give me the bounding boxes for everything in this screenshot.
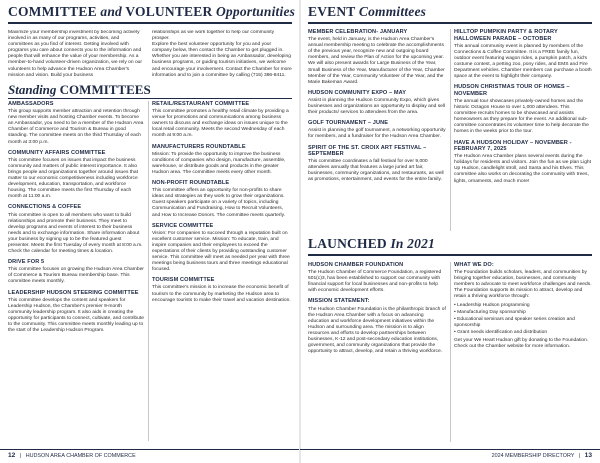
section-heading: DRIVE FOR 5 [8, 259, 45, 266]
foundation-col1 [308, 262, 446, 446]
footer-publication: HUDSON AREA CHAMBER OF COMMERCE [25, 453, 136, 459]
section-text: This group supports member attraction and retention through new member visits and hosting Chamber events. To become an Ambassador, you need to be a member of the Hudson Area Chamber of Commerce and Tourism & Bureau in good standing. The committee meets on the third Thursday of each month at 3:00 p.m. [8, 109, 144, 145]
intro-text-left: Maximize your membership investment by becoming actively involved in as many of our programs, activities, and committees as you find of interest. Getting involved with programs you care about connects you to the information and people that will enhance the value of your membership. As a member-to-hand volunteer-driven organization, we rely on our volunteers to help advance the Hudson Area Chamber's mission and vision. Build your business [8, 30, 143, 78]
section-text: This committee's mission is to increase the economic benefit of tourism to the community by marketing the Hudson area to encourage tourists to make their travel and vacation destination. [152, 285, 291, 303]
section-heading: NON-PROFIT ROUNDTABLE [152, 180, 230, 187]
column-rule [148, 101, 149, 441]
event-header [308, 2, 592, 24]
right-page [300, 0, 600, 463]
section-text: The Hudson Chamber Foundation is the philanthropic branch of the Hudson Area Chamber with a focus on advancing education and workforce development initiatives within the Hudson and surrounding area. The mission is to align resources and efforts to develop partnerships between businesses, K-12 and post-secondary education institutions, government, and community organizations that provide the opportunity to attract, develop, and retain a thriving workforce. [308, 306, 446, 355]
divider [8, 98, 292, 99]
section-text: The event, held in January, is the Hudson Area Chamber's annual membership meeting to celebrate the accomplishments of the previous year, recognize new and outgoing board members, and review the Plan of Action for the upcoming year. We will also present awards for Large Business of the Year, Small Business of the Year, Manufacturer of the Year, Chamber Member of the Year, Community Volunteer of the Year, and the Marie Bakeman Award. [308, 37, 445, 85]
section-heading: HILLTOP PUMPKIN PARTY & ROTARY HALLOWEEN PARADE – OCTOBER [454, 29, 558, 42]
footer-left: 12 | HUDSON AREA CHAMBER OF COMMERCE [0, 449, 300, 463]
section-text: Mission: To provide the opportunity to improve the business conditions of companies who design, manufacture, assemble, warehouse, or distribute goods and products in the greater Hudson area. The committee meets every other month. [152, 151, 286, 175]
section-text: This committee focuses on growing the Hudson Area Chamber of Commerce & Tourism Bureau membership base. This committee meets monthly. [8, 267, 144, 285]
section-heading: RETAIL/RESTAURANT COMMITTEE [152, 101, 250, 107]
launched-title: LAUNCHED In 2021 [308, 236, 435, 251]
section-text: Vision: For companies to succeed through a reputation built on excellent customer service. Mission: To educate, train, and inspire companies and their employees to exceed the expectations of their clients by providing outstanding customer service. This committee will meet as needed per year with three meetings being business tours and three meetings educational focused. [152, 230, 290, 273]
committee-title: COMMITTEE and VOLUNTEER Opportunities [8, 4, 296, 19]
launched-header [308, 236, 592, 256]
section-heading: HAVE A HUDSON HOLIDAY – NOVEMBER - FEBRUARY 7, 2025 [454, 139, 572, 153]
section-heading: SERVICE COMMITTEE [152, 222, 214, 229]
what-we-do-heading: WHAT WE DO: [454, 262, 494, 268]
section-heading: HUDSON COMMUNITY EXPO – MAY [308, 89, 407, 96]
footer-publication: 2024 MEMBERSHIP DIRECTORY [491, 453, 575, 459]
section-heading: SPIRIT OF THE ST. CROIX ART FESTIVAL – SEPTEMBER [308, 144, 427, 158]
section-heading: HUDSON CHRISTMAS TOUR OF HOMES – NOVEMBER [454, 84, 570, 97]
section-heading: MANUFACTURERS ROUNDTABLE [152, 143, 246, 150]
foundation-col2 [454, 262, 592, 446]
section-text: This committee offers an opportunity for non-profits to share ideas and strategies as they work to grow their organizations. Guest speakers participate on a variety of topics, including Communication and Fundraising, How to Recruit Volunteers, and How to Increase Donors. The committee meets quarterly. [152, 188, 286, 218]
section-text: The Hudson Area Chamber plans several events during the holidays for residents and visitors. Join the fun as we plan Light Up Hudson, candlelight stroll, and Santa and his Elves. This committee also works on decorating the community with trees, lights, ornaments, and much more! [454, 154, 592, 184]
list-item: • Grant needs identification and distribution [454, 329, 548, 335]
section-heading: TOURISM COMMITTEE [152, 277, 215, 284]
list-item: • Leadership Hudson programming [454, 302, 530, 308]
column-rule [450, 29, 451, 231]
section-text: This committee promotes a healthy retail climate by providing a venue for promotions and communications among business owners to discuss and exchange ideas on issues unique to the local retail community. Meets the second Wednesday of each month at 9:00 a.m. [152, 109, 289, 139]
section-text: This committee is open to all members who want to build relationships and promote their business. They meet to develop programs and events of interest to their business needs and to exchange information. Share information about your business by signing up to be the featured guest presenter. Meets the first Tuesday of every month at 8:00 a.m. Check the calendar for meeting times & location. [8, 212, 143, 255]
event-committees-col1 [308, 29, 446, 235]
page-number: 12 [8, 452, 16, 459]
section-text: This annual community event is planned by members of the Connections & Coffee Committee. It is a FREE family fun, outdoor event featuring wagon rides, a pumpkin patch, a kid's costume contest, a petting zoo, pony rides, and EMS and Fire Department vehicles. Chamber members can purchase a booth space at the event to highlight their company. [454, 43, 592, 80]
section-heading: AMBASSADORS [8, 101, 54, 107]
section-text: This committee develops the content and speakers for Leadership Hudson, the Chamber's premier 9-month community leadership program. It also aids in creating the opportunity for participants to connect, cultivate, and contribute to the community. This committee meets monthly leading up to the start of the Leadership Hudson Program. [8, 297, 144, 334]
section-text: This committee coordinates a fall festival for over 9,000 attendees annually that features a large juried art fair, businesses, community organizations, and restaurants, as well as promotions, entertainment, and events for the entire family. [308, 159, 444, 183]
standing-committees-col1 [8, 101, 144, 445]
section-heading: CONNECTIONS & COFFEE [8, 204, 82, 211]
event-committees-col2 [454, 29, 592, 235]
section-heading: MISSION STATEMENT: [308, 298, 370, 305]
what-we-do-text: The Foundation builds scholars, leaders, and communities by bringing together education, businesses, and community members to advocate to meet workforce challenges and needs. The Foundation supports its mission to attract, develop and retain a thriving workforce through: [454, 270, 592, 300]
section-heading: COMMUNITY AFFAIRS COMMITTEE [8, 149, 106, 156]
section-heading: LEADERSHIP HUDSON STEERING COMMITTEE [8, 289, 139, 296]
section-text: The Hudson Chamber of Commerce Foundation, a registered 501(c)3, has been established to support our community with financial support for local businesses and non-profits to help with economic development efforts. [308, 270, 442, 294]
what-we-do-list [454, 303, 592, 336]
committee-header [8, 2, 296, 24]
list-item: • Manufacturing Day sponsorship [454, 309, 526, 315]
page-number: 13 [584, 452, 592, 459]
section-text: Assist in planning the Hudson Community Expo, which gives businesses and organizations an opportunity to display and sell their products/ services to attendees from the area. [308, 97, 446, 116]
section-heading: GOLF TOURNAMENT – JUNE [308, 120, 389, 127]
section-text: This committee focuses on issues that impact the business community and matters of public interest importance. It also brings people and organizations together around issues that matter to our economic competitiveness including workforce development, education, transportation, and workforce housing. The committee meets the first Thursday of each month at 11:00 a.m. [8, 157, 138, 200]
section-text: Assist in planning the golf tournament, a networking opportunity for members, and a fundraiser for the Hudson Area Chamber. [308, 128, 446, 140]
event-title: EVENT Committees [308, 4, 427, 19]
footer-right: 2024 MEMBERSHIP DIRECTORY | 13 [300, 449, 600, 463]
section-heading: HUDSON CHAMBER FOUNDATION [308, 262, 404, 268]
section-text: The annual tour showcases privately-owned homes and the historic Octagon House to over 1,000 attendees. This committee recruits homes to be showcased and assists homeowners as they prepare for the event. An additional sub-committee concentrates its volunteer time to help decorate the homes in the weeks prior to the tour. [454, 98, 589, 135]
list-item: • Educational seminars and speaker series creation and sponsorship [454, 316, 575, 328]
standing-committees-heading: Standing COMMITTEES [8, 82, 151, 97]
section-heading: MEMBER CELEBRATION- JANUARY [308, 29, 408, 35]
intro-text-right: relationships as we work together to help our community prosper. Explore the best volunteer opportunity for you and your company below, then contact the Chamber to get plugged in. Whether you are interested in being an Ambassador, developing business programs, or guiding tourism initiatives, we welcome and encourage your involvement. Contact the Chamber for more information and to join a committee by calling (715) 386-8411. [152, 30, 292, 78]
column-rule [450, 262, 451, 442]
standing-committees-col2 [152, 101, 292, 445]
donate-text: Get your We Heart Hudson gift by donating to the Foundation. Check out the Chamber website for more information. [454, 338, 589, 350]
